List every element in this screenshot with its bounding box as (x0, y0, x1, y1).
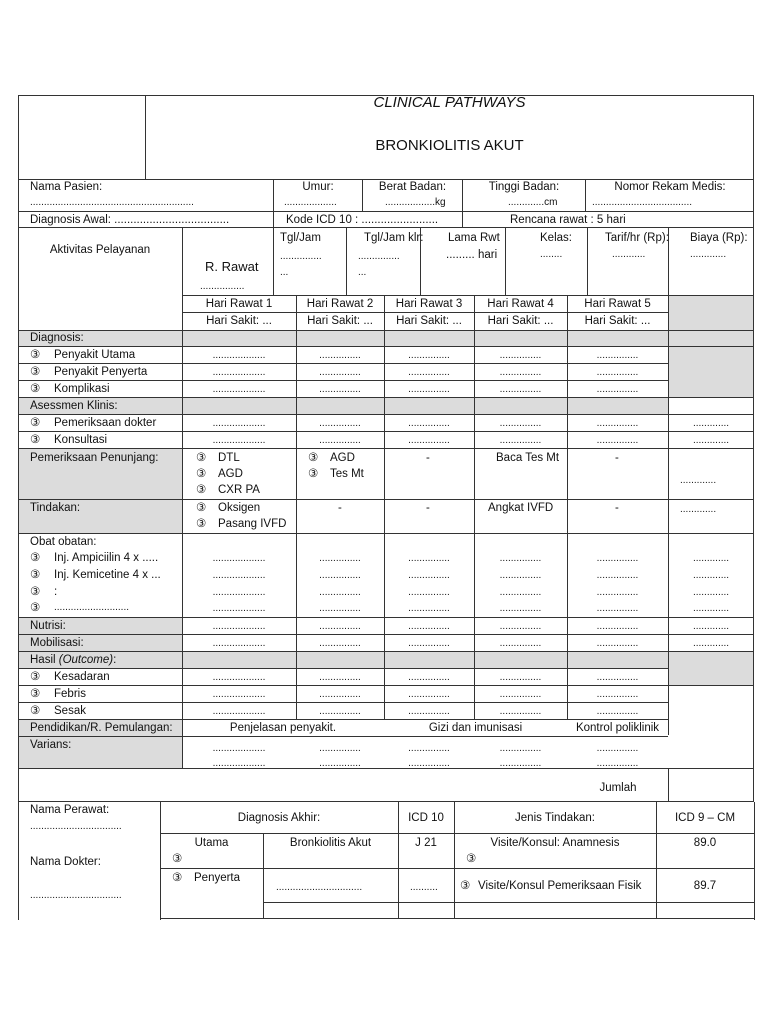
kontrol-label: Kontrol poliklinik (575, 722, 660, 734)
aktivitas-label: Aktivitas Pelayanan (49, 244, 151, 256)
dash: - (338, 502, 342, 514)
diagnosis-section: Diagnosis: (30, 332, 84, 344)
checkbox-icon[interactable]: ③ (30, 417, 41, 429)
penyakit-utama-label: Penyakit Utama (54, 349, 136, 361)
dotted-field[interactable]: ............... (499, 435, 542, 446)
sick-day-4[interactable]: Hari Sakit: ... (487, 315, 554, 327)
dotted-field[interactable]: ............... (596, 384, 639, 395)
dotted-field[interactable]: ............... (408, 435, 450, 446)
pasang-ivfd-label: Pasang IVFD (218, 518, 287, 530)
mrn-label: Nomor Rekam Medis: (614, 181, 726, 193)
day-1: Hari Rawat 1 (205, 298, 273, 310)
komplikasi-label: Komplikasi (54, 383, 110, 395)
checkbox-icon[interactable]: ③ (30, 602, 41, 614)
hasil-section: Hasil (Outcome): (30, 654, 117, 666)
nutrisi-label: Nutrisi: (30, 620, 66, 632)
dotted-field[interactable]: ............... (596, 621, 639, 632)
dotted-field[interactable]: ............... (499, 553, 542, 564)
dotted-field[interactable]: ............... (408, 367, 450, 378)
day-4: Hari Rawat 4 (487, 298, 554, 310)
dotted-field[interactable]: ............... (499, 638, 542, 649)
dotted-field[interactable]: ................... (212, 587, 266, 598)
dotted-field[interactable]: ............... (596, 587, 639, 598)
dotted-field[interactable]: ............... (596, 367, 639, 378)
dotted-field[interactable]: ............... (408, 553, 450, 564)
dotted-field[interactable]: ............... (596, 689, 639, 700)
tgl-jam-klr-field[interactable]: ............... (358, 251, 400, 262)
febris-label: Febris (54, 688, 86, 700)
nama-perawat-label: Nama Perawat: (30, 804, 110, 816)
initial-diagnosis[interactable]: Diagnosis Awal: .................................... (30, 214, 230, 226)
varians-label: Varians: (30, 739, 72, 751)
dotted-field[interactable]: ................... (212, 435, 266, 446)
r-rawat-label: R. Rawat (205, 259, 259, 274)
lama-rwt-label: Lama Rwt (448, 232, 500, 244)
age-label: Umur: (302, 181, 334, 193)
penjelasan-label: Penjelasan penyakit. (229, 722, 337, 734)
dotted-field[interactable]: ............... (319, 743, 361, 754)
checkbox-icon[interactable]: ③ (30, 705, 41, 717)
height-label: Tinggi Badan: (488, 181, 560, 193)
checkbox-icon[interactable]: ③ (172, 853, 183, 865)
jumlah-label: Jumlah (599, 782, 637, 794)
utama-label: Utama (194, 837, 229, 849)
dotted-field[interactable]: ............... (319, 435, 361, 446)
dotted-field[interactable]: ............... (319, 418, 361, 429)
biaya-field[interactable]: ............. (690, 249, 727, 260)
dotted-field[interactable]: ............... (319, 638, 361, 649)
checkbox-icon[interactable]: ③ (30, 688, 41, 700)
dotted-field[interactable]: ............... (408, 758, 450, 769)
dotted-field[interactable]: ................... (212, 350, 266, 361)
biaya-tindakan-field[interactable]: ............. (680, 504, 717, 515)
checkbox-icon[interactable]: ③ (30, 552, 41, 564)
dotted-field[interactable]: ............... (408, 350, 450, 361)
dotted-field[interactable]: ................... (212, 672, 266, 683)
baca-tes-label: Baca Tes Mt (496, 452, 560, 464)
cxr-label: CXR PA (218, 484, 260, 496)
form-title: CLINICAL PATHWAYS (373, 94, 526, 111)
dash: - (426, 502, 430, 514)
tindakan-section: Tindakan: (30, 502, 81, 514)
dotted-field[interactable]: ............... (319, 621, 361, 632)
j21-label: J 21 (415, 837, 437, 849)
dotted-field[interactable]: ............... (408, 418, 450, 429)
biaya-penunjang-field[interactable]: ............. (680, 475, 717, 486)
dotted-field[interactable]: ............... (319, 706, 361, 717)
biaya-label: Biaya (Rp): (690, 232, 748, 244)
dotted-field[interactable]: ............... (596, 435, 639, 446)
dotted-field[interactable]: ............... (596, 418, 639, 429)
r-rawat-field[interactable]: ................ (200, 281, 245, 292)
dotted-field[interactable]: ................... (212, 743, 266, 754)
dotted-field[interactable]: ................... (212, 418, 266, 429)
dotted-field[interactable]: ............... (408, 384, 450, 395)
konsultasi-label: Konsultasi (54, 434, 108, 446)
code-89-7: 89.7 (693, 880, 717, 892)
angkat-ivfd-label: Angkat IVFD (488, 502, 554, 514)
checkbox-icon[interactable]: ③ (460, 880, 471, 892)
dotted-field[interactable]: ............. (692, 418, 730, 429)
penyakit-penyerta-label: Penyakit Penyerta (54, 366, 148, 378)
dotted-field[interactable]: ................... (212, 706, 266, 717)
agd-day2-label: AGD (330, 452, 355, 464)
tgl-jam-klr-field-2[interactable]: ... (358, 267, 367, 278)
checkbox-icon[interactable]: ③ (30, 383, 41, 395)
age-field[interactable]: ................... (284, 197, 337, 208)
gizi-label: Gizi dan imunisasi (428, 722, 523, 734)
sick-day-5[interactable]: Hari Sakit: ... (584, 315, 651, 327)
tgl-jam-field-2[interactable]: ... (280, 267, 289, 278)
code-89-0: 89.0 (693, 837, 717, 849)
penunjang-section: Pemeriksaan Penunjang: (30, 452, 159, 464)
dash: - (426, 452, 430, 464)
dotted-field[interactable]: ................... (212, 603, 266, 614)
checkbox-icon[interactable]: ③ (172, 872, 183, 884)
dotted-field[interactable]: ............. (692, 587, 730, 598)
dotted-field[interactable]: ............... (499, 587, 542, 598)
pendidikan-label: Pendidikan/R. Pemulangan: (30, 722, 173, 734)
dotted-field[interactable]: ............... (499, 350, 542, 361)
penyerta-field[interactable]: ............................... (276, 882, 363, 893)
dotted-field[interactable]: ............... (408, 570, 450, 581)
checkbox-icon[interactable]: ③ (30, 434, 41, 446)
kelas-field[interactable]: ........ (540, 249, 563, 260)
dotted-field[interactable]: ................... (212, 621, 266, 632)
icd9-label: ICD 9 – CM (674, 812, 736, 824)
obat-colon: : (54, 586, 58, 598)
tarif-field[interactable]: ............ (612, 249, 646, 260)
dash: - (615, 452, 619, 464)
dotted-field[interactable]: ............... (319, 603, 361, 614)
patient-name-field[interactable]: ........................................................... (30, 197, 194, 208)
sick-day-3[interactable]: Hari Sakit: ... (396, 315, 462, 327)
dotted-field[interactable]: ............... (319, 553, 361, 564)
jenis-tindakan-label: Jenis Tindakan: (515, 812, 595, 824)
dotted-field[interactable]: ............... (319, 689, 361, 700)
bronkiolitis-label: Bronkiolitis Akut (289, 837, 372, 849)
sick-day-2[interactable]: Hari Sakit: ... (307, 315, 373, 327)
dotted-field[interactable]: ............... (408, 621, 450, 632)
dotted-field[interactable]: ............... (408, 672, 450, 683)
dotted-field[interactable]: ............... (499, 706, 542, 717)
tgl-jam-klr-label: Tgl/Jam klr: (364, 232, 424, 244)
diag-akhir-label: Diagnosis Akhir: (237, 812, 321, 824)
dotted-field[interactable]: ............. (692, 638, 730, 649)
dotted-field[interactable]: ................... (212, 758, 266, 769)
dotted-field[interactable]: ............... (499, 672, 542, 683)
tes-mt-label: Tes Mt (330, 468, 364, 480)
mobilisasi-label: Mobilisasi: (30, 637, 84, 649)
dotted-field[interactable]: ............. (692, 621, 730, 632)
dotted-field[interactable]: ............... (499, 689, 542, 700)
dotted-field[interactable]: ............... (499, 570, 542, 581)
ampicillin-label: Inj. Ampiciilin 4 x ..... (54, 552, 159, 564)
dotted-field[interactable]: ............... (596, 603, 639, 614)
dotted-field[interactable]: ............... (596, 743, 639, 754)
dotted-field[interactable]: ............... (596, 638, 639, 649)
asesmen-section: Asessmen Klinis: (30, 400, 118, 412)
dotted-field[interactable]: ............... (596, 706, 639, 717)
dotted-field[interactable]: ............. (692, 603, 730, 614)
penyerta-icd-field[interactable]: .......... (410, 882, 438, 893)
obat-other-field[interactable]: ........................... (54, 602, 130, 613)
form-subtitle: BRONKIOLITIS AKUT (375, 137, 524, 154)
icd10-label: ICD 10 (408, 812, 444, 824)
dotted-field[interactable]: ................... (212, 570, 266, 581)
checkbox-icon[interactable]: ③ (196, 484, 207, 496)
dotted-field[interactable]: ................... (212, 553, 266, 564)
kemicetine-label: Inj. Kemicetine 4 x ... (54, 569, 161, 581)
tarif-label: Tarif/hr (Rp): (605, 232, 669, 244)
pemeriksaan-dokter-label: Pemeriksaan dokter (54, 417, 157, 429)
dotted-field[interactable]: ............... (408, 638, 450, 649)
dotted-field[interactable]: ............... (596, 553, 639, 564)
checkbox-icon[interactable]: ③ (30, 671, 41, 683)
dotted-field[interactable]: ............... (499, 418, 542, 429)
dash: - (615, 502, 619, 514)
checkbox-icon[interactable]: ③ (30, 569, 41, 581)
agd-label: AGD (218, 468, 243, 480)
checkbox-icon[interactable]: ③ (30, 586, 41, 598)
dotted-field[interactable]: ............... (319, 672, 361, 683)
nama-perawat-field[interactable]: ................................. (30, 821, 122, 832)
patient-name-label: Nama Pasien: (30, 181, 103, 193)
checkbox-icon[interactable]: ③ (30, 366, 41, 378)
dotted-field[interactable]: ............... (596, 758, 639, 769)
checkbox-icon[interactable]: ③ (196, 452, 207, 464)
dotted-field[interactable]: ............... (408, 587, 450, 598)
day-3: Hari Rawat 3 (395, 298, 463, 310)
nama-dokter-label: Nama Dokter: (30, 856, 101, 868)
penyerta-label: Penyerta (194, 872, 241, 884)
dotted-field[interactable]: ............... (319, 367, 361, 378)
nama-dokter-field[interactable]: ................................. (30, 890, 122, 901)
care-plan: Rencana rawat : 5 hari (510, 214, 626, 226)
day-5: Hari Rawat 5 (584, 298, 651, 310)
checkbox-icon[interactable]: ③ (196, 518, 207, 530)
dotted-field[interactable]: ............... (319, 758, 361, 769)
weight-label: Berat Badan: (378, 181, 447, 193)
dotted-field[interactable]: ............. (692, 570, 730, 581)
checkbox-icon[interactable]: ③ (308, 452, 319, 464)
dotted-field[interactable]: ............... (319, 350, 361, 361)
checkbox-icon[interactable]: ③ (196, 502, 207, 514)
dotted-field[interactable]: ............... (408, 689, 450, 700)
dotted-field[interactable]: ............... (499, 603, 542, 614)
dotted-field[interactable]: ............... (499, 384, 542, 395)
height-field[interactable]: .............cm (508, 197, 558, 208)
checkbox-icon[interactable]: ③ (30, 349, 41, 361)
sick-day-1[interactable]: Hari Sakit: ... (206, 315, 272, 327)
dotted-field[interactable]: ............... (499, 758, 542, 769)
dotted-field[interactable]: ............... (319, 384, 361, 395)
visite-fisik-label: Visite/Konsul Pemeriksaan Fisik (478, 880, 642, 892)
icd-code-field[interactable]: Kode ICD 10 : ........................ (286, 214, 439, 226)
dotted-field[interactable]: ............. (692, 553, 730, 564)
tgl-jam-field[interactable]: ............... (280, 251, 322, 262)
checkbox-icon[interactable]: ③ (466, 853, 477, 865)
tgl-jam-label: Tgl/Jam (280, 232, 321, 244)
dotted-field[interactable]: ............... (499, 367, 542, 378)
dotted-field[interactable]: ............... (319, 570, 361, 581)
dotted-field[interactable]: ............... (408, 706, 450, 717)
lama-rwt-field[interactable]: ......... hari (446, 249, 498, 261)
weight-field[interactable]: ..................kg (385, 197, 446, 208)
dtl-label: DTL (218, 452, 240, 464)
kesadaran-label: Kesadaran (54, 671, 110, 683)
dotted-field[interactable]: ................... (212, 384, 266, 395)
dotted-field[interactable]: ............... (596, 350, 639, 361)
dotted-field[interactable]: ............... (499, 621, 542, 632)
dotted-field[interactable]: ............... (408, 743, 450, 754)
visite-anamnesis-label: Visite/Konsul: Anamnesis (490, 837, 620, 849)
dotted-field[interactable]: ............... (596, 672, 639, 683)
dotted-field[interactable]: ................... (212, 638, 266, 649)
checkbox-icon[interactable]: ③ (196, 468, 207, 480)
obat-section: Obat obatan: (30, 536, 97, 548)
dotted-field[interactable]: ............... (408, 603, 450, 614)
dotted-field[interactable]: ............... (319, 587, 361, 598)
dotted-field[interactable]: ............... (596, 570, 639, 581)
sesak-label: Sesak (54, 705, 86, 717)
oksigen-label: Oksigen (218, 502, 261, 514)
dotted-field[interactable]: ............... (499, 743, 542, 754)
dotted-field[interactable]: ................... (212, 689, 266, 700)
checkbox-icon[interactable]: ③ (308, 468, 319, 480)
dotted-field[interactable]: ............. (692, 435, 730, 446)
day-2: Hari Rawat 2 (306, 298, 374, 310)
kelas-label: Kelas: (540, 232, 572, 244)
mrn-field[interactable]: .................................... (592, 197, 693, 208)
dotted-field[interactable]: ................... (212, 367, 266, 378)
